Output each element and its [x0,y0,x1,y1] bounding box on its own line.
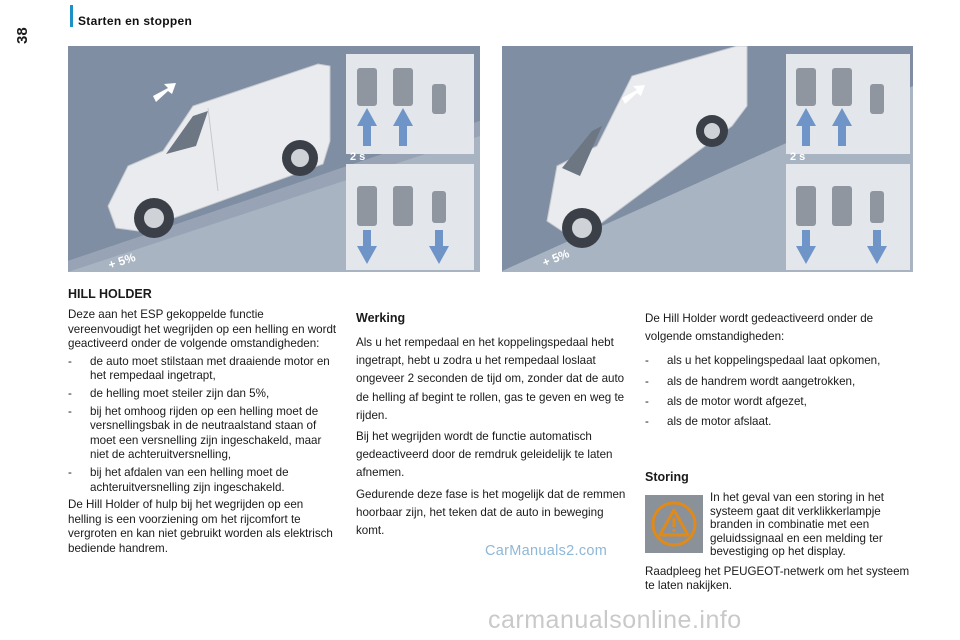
watermark-carmanuals2: CarManuals2.com [485,543,608,559]
hill-holder-outro: De Hill Holder of hulp bij het wegrijden op een helling is een voorziening om het rijcomfort te vergroten en kan niet gebruikt worden als elektrisch bediende handrem. [68,498,333,555]
deactivation-intro: De Hill Holder wordt gedeactiveerd onder de volgende omstandigheden: [645,312,874,344]
werking-column [356,334,628,543]
warning-triangle-icon [645,495,703,553]
hill-holder-column [68,308,338,560]
werking-paragraph: Bij het wegrijden wordt de functie automatisch gedeactiveerd door de remdruk geleidelijk te laten afnemen. [356,430,613,480]
deactivation-item: - als de motor wordt afgezet, [645,394,807,408]
deactivation-item: - als de handrem wordt aangetrokken, [645,374,856,388]
werking-title: Werking [356,311,406,325]
time-badge: 2 s [790,151,806,163]
warning-lamp [645,495,703,553]
deactivation-item: - als u het koppelingspedaal laat opkomen, [645,354,881,368]
deactivation-column [645,310,920,433]
slope-label: + 5% [106,250,138,272]
condition-item: - de auto moet stilstaan met draaiende motor en het rempedaal ingetrapt, [68,354,330,383]
page-number: 38 [14,27,31,44]
storing-text-2: Raadpleeg het PEUGEOT-netwerk om het systeem te laten nakijken. [645,565,910,592]
watermark-carmanualsonline: carmanualsonline.info [488,606,742,634]
figure-hill-start-1 [68,46,480,272]
storing-title: Storing [645,470,689,484]
slope-label: + 5% [540,246,572,270]
hill-holder-title: HILL HOLDER [68,287,152,301]
storing-text: In het geval van een storing in het systeem gaat dit verklikkerlampje branden in combinatie met een geluidssignaal en een melding ter bevestiging op het display. [710,491,885,559]
time-badge: 2 s [350,151,366,163]
hill-holder-intro: Deze aan het ESP gekoppelde functie vereenvoudigt het wegrijden op een helling en wordt geactiveerd onder de volgende omstandigheden: [68,308,337,351]
condition-item: - de helling moet steiler zijn dan 5%, [68,386,270,400]
section-bar [70,5,73,27]
condition-item: - bij het afdalen van een helling moet de achteruitversnelling zijn ingeschakeld. [68,465,289,494]
figure-hill-start-2 [502,46,913,272]
deactivation-item: - als de motor afslaat. [645,415,772,429]
section-title: Starten en stoppen [78,14,193,28]
werking-paragraph: Als u het rempedaal en het koppelingspedaal hebt ingetrapt, hebt u zodra u het rempedaal loslaat ongeveer 2 seconden de tijd om, zonder dat de auto de helling af begint te rollen, gas te geven en weg te rijden. [356,336,625,422]
condition-item: - bij het omhoog rijden op een helling moet de versnellingsbak in de neutraalstand staan of moet een versnelling zijn ingeschakeld, maar niet de achteruitversnelling, [68,404,322,462]
werking-paragraph: Gedurende deze fase is het mogelijk dat de remmen hoorbaar zijn, het teken dat de auto in beweging komt. [356,487,626,538]
